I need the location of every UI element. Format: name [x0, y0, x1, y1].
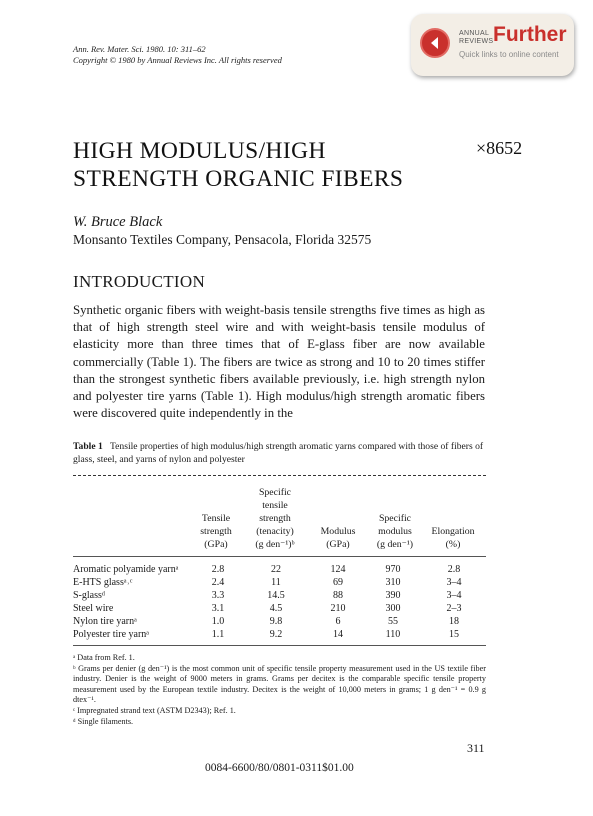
table-cell: 3.3	[211, 590, 225, 601]
author-name: W. Bruce Black	[73, 214, 163, 230]
table-cell: 2.8	[211, 564, 225, 575]
col-header-tensile-strength: Tensile strength (GPa)	[200, 513, 232, 550]
table-cell: 6	[335, 616, 341, 627]
arrow-left-icon	[420, 28, 450, 58]
further-badge[interactable]	[411, 14, 574, 76]
table-cell: 210	[330, 603, 346, 614]
article-title	[73, 137, 403, 193]
col-header-specific-tensile-strength: Specific tensile strength (tenacity) (g den⁻¹)ᵇ	[255, 487, 295, 550]
author-affiliation: Monsanto Textiles Company, Pensacola, Florida 32575	[73, 232, 372, 247]
table-cell: 970	[385, 564, 401, 575]
table-header-rule	[73, 556, 486, 557]
table-label: Table 1	[73, 441, 103, 452]
table-row-name: Aromatic polyamide yarnᵃ	[73, 564, 179, 575]
table-row-name: Steel wire	[73, 603, 114, 614]
table-cell: 69	[333, 577, 343, 588]
table-footnote-a: ᵃ Data from Ref. 1.	[73, 653, 135, 662]
table-row-name: S-glassᵈ	[73, 590, 106, 601]
table-cell: 9.2	[269, 629, 283, 640]
table-cell: 300	[385, 603, 401, 614]
citation-line-1: Ann. Rev. Mater. Sci. 1980. 10: 311–62	[73, 44, 206, 54]
citation-line-2: Copyright © 1980 by Annual Reviews Inc. All rights reserved	[73, 55, 282, 65]
table-cell: 18	[449, 616, 459, 627]
table-footnote-c: ᶜ Impregnated strand text (ASTM D2343); Ref. 1.	[73, 706, 236, 715]
table-cell: 2–3	[446, 603, 462, 614]
table-footnote-d: ᵈ Single filaments.	[73, 717, 134, 726]
table-row-name: Polyester tire yarnᵃ	[73, 629, 150, 640]
table-caption-text: Tensile properties of high modulus/high strength aromatic yarns compared with those of fibers of glass, steel, and yarns of nylon and polyester	[73, 441, 484, 465]
badge-further-label: Further	[493, 23, 567, 46]
table-row-name: Nylon tire yarnᵃ	[73, 616, 137, 627]
table-cell: 3–4	[446, 577, 462, 588]
intro-paragraph: Synthetic organic fibers with weight-basis tensile strengths five times as high as that of high strength steel wire and with weight-basis tensile modulus of elasticity more than three times that of E-glass fiber are now available commercially (Table 1). The fibers are twice as strong and 10 to 20 times stiffer than the strongest synthetic fibers available previously, i.e. high strength nylon and polyester tire yarns (Table 1). High modulus/high strength aromatic fibers were discovered quite independently in the	[73, 303, 485, 421]
article-code: ×8652	[476, 138, 523, 158]
footer-code: 0084-6600/80/0801-0311$01.00	[205, 762, 354, 774]
table-cell: 4.5	[269, 603, 283, 614]
col-header-specific-modulus: Specific modulus (g den⁻¹)	[376, 513, 414, 550]
table-row-name: E-HTS glassᵃ˒ᶜ	[73, 577, 133, 588]
table-cell: 3–4	[446, 590, 462, 601]
table-caption	[73, 441, 486, 466]
table-cell: 2.8	[447, 564, 461, 575]
table-cell: 310	[385, 577, 401, 588]
badge-tagline: Quick links to online content	[459, 50, 559, 59]
section-heading: INTRODUCTION	[73, 272, 206, 291]
table-cell: 15	[449, 629, 459, 640]
table-cell: 110	[385, 629, 401, 640]
title-line-2: STRENGTH ORGANIC FIBERS	[73, 166, 404, 192]
col-header-elongation: Elongation (%)	[431, 526, 475, 550]
table-footnote-b: ᵇ Grams per denier (g den⁻¹) is the most common unit of specific tensile property measurement used in the US textile fiber industry. Denier is the weight of 9000 meters in grams. Grams per decitex is the comparable specific tensile property measurement used by the European textile industry. Decitex is the weight of 10,000 meters in grams; 1 g den⁻¹ = 0.9 g dtex⁻¹.	[73, 664, 486, 705]
badge-annual-reviews: ANNUAL REVIEWS	[459, 30, 494, 45]
table-cell: 11	[271, 577, 281, 588]
table-cell: 2.4	[211, 577, 225, 588]
page-number: 311	[467, 741, 485, 755]
table-cell: 1.1	[211, 629, 225, 640]
table-cell: 3.1	[211, 603, 225, 614]
table-bottom-rule	[73, 645, 486, 646]
table-cell: 88	[333, 590, 343, 601]
table-cell: 390	[385, 590, 401, 601]
table-cell: 9.8	[269, 616, 283, 627]
table-cell: 124	[330, 564, 346, 575]
table-cell: 22	[271, 564, 281, 575]
table-cell: 55	[388, 616, 398, 627]
table-top-rule	[73, 475, 486, 476]
table-cell: 14	[333, 629, 343, 640]
title-line-1: HIGH MODULUS/HIGH	[73, 138, 326, 164]
journal-citation	[73, 44, 282, 66]
table-cell: 1.0	[211, 616, 225, 627]
table-cell: 14.5	[267, 590, 285, 601]
col-header-modulus: Modulus (GPa)	[320, 526, 356, 550]
